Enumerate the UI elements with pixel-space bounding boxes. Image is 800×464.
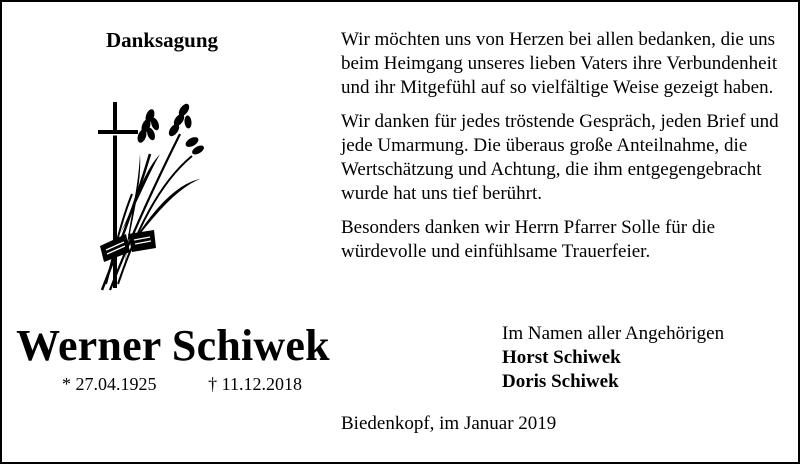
heading: Danksagung <box>105 28 219 52</box>
paragraph-3: Besonders danken wir Herrn Pfarrer Solle für die würdevolle und einfühlsame Trauerfeier. <box>341 217 716 262</box>
place-date: Biedenkopf, im Januar 2019 <box>341 413 557 434</box>
signature-intro: Im Namen aller Angehörigen <box>502 323 725 344</box>
thank-you-text <box>341 28 781 274</box>
death-date: † 11.12.2018 <box>208 374 302 394</box>
signatory-1: Horst Schiwek <box>502 347 621 368</box>
signatory-2: Doris Schiwek <box>502 371 619 392</box>
paragraph-1: Wir möchten uns von Herzen bei allen bedanken, die uns beim Heimgang unseres lieben Vaters ihre Verbundenheit und ihr Mitgefühl auf so vielfältige Weise gezeigt haben. <box>341 29 778 98</box>
paragraph-2: Wir danken für jedes tröstende Gespräch, jeden Brief und jede Umarmung. Die überaus große Anteilnahme, die Wertschätzung und Achtung, die ihm entgegengebracht wurde hat uns tief berührt. <box>341 111 779 204</box>
life-dates <box>62 374 302 395</box>
birth-date: * 27.04.1925 <box>62 374 157 394</box>
cross-wheat-book-icon <box>80 94 204 294</box>
signature-block <box>502 322 792 394</box>
deceased-name: Werner Schiwek <box>16 321 330 370</box>
